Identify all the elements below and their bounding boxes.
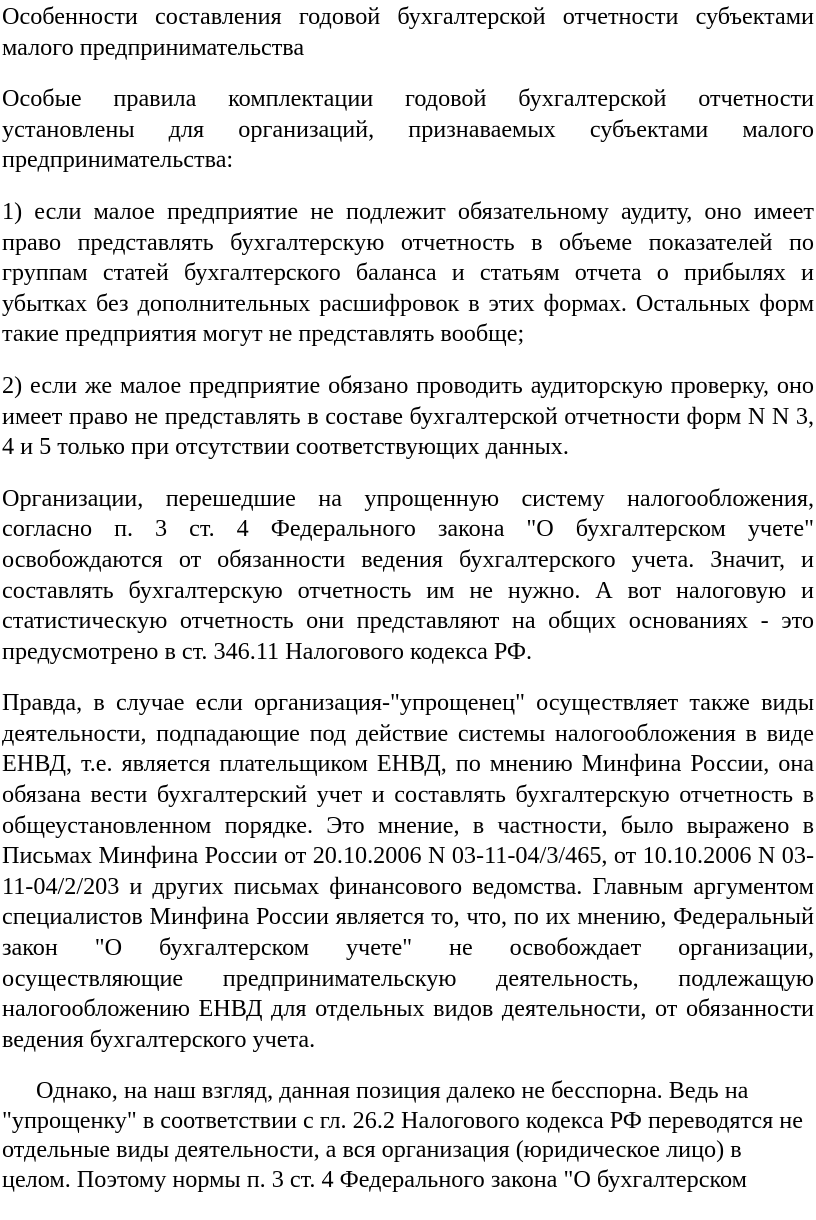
opinion-paragraph: Однако, на наш взгляд, данная позиция далеко не бесспорна. Ведь на "упрощенку" в соответствии с гл. 26.2 Налогового кодекса РФ переводятся не отдельные виды деятельности, а вся организация (юридическое лицо) в целом. Поэтому нормы п. 3 ст. 4 Федерального закона "О бухгалтерском <box>2 1077 803 1193</box>
simplified-tax-paragraph: Организации, перешедшие на упрощенную систему налогообложения, согласно п. 3 ст. 4 Федерального закона "О бухгалтерском учете" освобождаются от обязанности ведения бухгалтерского учета. Значит, и составлять бухгалтерскую отчетность им не нужно. А вот налоговую и статистическую отчетность они представляют на общих основаниях - это предусмотрено в ст. 346.11 Налогового кодекса РФ. <box>2 484 814 665</box>
rule-two-paragraph: 2) если же малое предприятие обязано проводить аудиторскую проверку, оно имеет право не представлять в составе бухгалтерской отчетности форм N N 3, 4 и 5 только при отсутствии соответствующих данных. <box>2 371 814 461</box>
envd-paragraph: Правда, в случае если организация-"упрощенец" осуществляет также виды деятельности, подпадающие под действие системы налогообложения в виде ЕНВД, т.е. является плательщиком ЕНВД, по мнению Минфина России, она обязана вести бухгалтерский учет и составлять бухгалтерскую отчетность в общеустановленном порядке. Это мнение, в частности, было выражено в Письмах Минфина России от 20.10.2006 N 03-11-04/3/465, от 10.10.2006 N 03-11-04/2/203 и других письмах финансового ведомства. Главным аргументом специалистов Минфина России является то, что, по их мнению, Федеральный закон "О бухгалтерском учете" не освобождает организации, осуществляющие предпринимательскую деятельность, подлежащую налогообложению ЕНВД для отдельных видов деятельности, от обязанности ведения бухгалтерского учета. <box>2 689 814 1053</box>
document-title: Особенности составления годовой бухгалтерской отчетности субъектами малого предпринимательства <box>2 3 814 61</box>
rule-one-paragraph: 1) если малое предприятие не подлежит обязательному аудиту, оно имеет право представлять бухгалтерскую отчетность в объеме показателей по группам статей бухгалтерского баланса и статьям отчета о прибылях и убытках без дополнительных расшифровок в этих формах. Остальных форм такие предприятия могут не представлять вообще; <box>2 197 814 348</box>
intro-paragraph: Особые правила комплектации годовой бухгалтерской отчетности установлены для организаций, признаваемых субъектами малого предпринимательства: <box>2 85 814 174</box>
